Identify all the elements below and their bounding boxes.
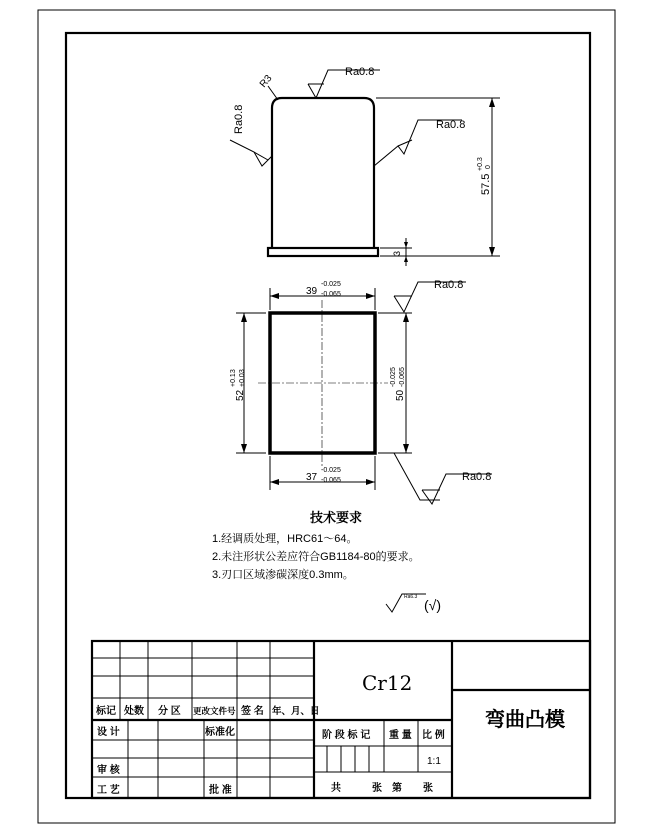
- total-label: 共: [331, 783, 341, 794]
- hdr-zone: 分 区: [158, 706, 181, 717]
- section-bottom-roughness: Ra0.8: [462, 471, 492, 483]
- bottom-width-tol-upper: -0.025: [321, 467, 341, 474]
- hdr-date: 年、月、日: [272, 706, 320, 717]
- sheets-label: 张: [372, 783, 382, 794]
- elevation-view: [230, 66, 500, 266]
- tech-title: 技术要求: [310, 510, 363, 525]
- top-width-tol-upper: -0.025: [321, 281, 341, 288]
- role-approve: 批 准: [209, 785, 232, 796]
- sheets2-label: 张: [423, 783, 433, 794]
- left-height-tol-lower: +0.03: [239, 369, 246, 387]
- hdr-change-doc: 更改文件号: [193, 706, 236, 716]
- punch-outline: [272, 98, 374, 248]
- top-roughness-label: Ra0.8: [345, 66, 375, 78]
- bottom-width-dim: 37: [306, 472, 318, 483]
- punch-flange: [268, 248, 378, 256]
- flange-dim-label: 3: [392, 250, 402, 256]
- outer-border: [38, 10, 615, 823]
- tech-item-2: 2.未注形状公差应符合GB1184-80的要求。: [212, 551, 420, 563]
- tech-requirements: [212, 510, 441, 613]
- right-height-dim: 50: [395, 389, 406, 401]
- material-label: Cr12: [362, 671, 413, 695]
- section-top-roughness: Ra0.8: [434, 279, 464, 291]
- chamfer-label: R3: [257, 73, 275, 90]
- remaining-mark: (√): [424, 597, 442, 613]
- right-roughness-label: Ra0.8: [436, 119, 466, 131]
- right-height-tol-upper: -0.025: [390, 367, 397, 387]
- scale-value: 1:1: [427, 756, 441, 767]
- weight-label: 重 量: [389, 730, 412, 741]
- hdr-count: 处数: [124, 706, 144, 717]
- stage-mark: 阶 段 标 记: [322, 730, 371, 741]
- role-design: 设 计: [97, 727, 120, 738]
- tech-item-3: 3.刃口区域渗碳深度0.3mm。: [212, 569, 354, 581]
- left-height-tol-upper: +0.13: [230, 369, 237, 387]
- left-height-dim: 52: [235, 389, 246, 401]
- height-tol-upper: +0.3: [477, 157, 484, 171]
- role-process: 工 艺: [97, 785, 120, 796]
- title-block: [92, 641, 590, 798]
- plan-view: [230, 279, 492, 504]
- top-width-tol-lower: -0.065: [321, 291, 341, 298]
- right-height-tol-lower: -0.065: [399, 367, 406, 387]
- height-tol-lower: 0: [485, 165, 492, 169]
- hdr-mark: 标记: [96, 706, 116, 717]
- role-standardize: 标准化: [205, 727, 235, 738]
- tech-item-1: 1.经调质处理，HRC61～64。: [212, 533, 358, 545]
- left-roughness-label: Ra0.8: [233, 104, 245, 134]
- general-roughness: Ra6.3: [404, 594, 418, 600]
- part-name: 弯曲凸模: [485, 709, 565, 731]
- role-review: 审 核: [97, 765, 120, 776]
- bottom-width-tol-lower: -0.065: [321, 477, 341, 484]
- inner-frame: [66, 33, 590, 798]
- sheet-no-label: 第: [392, 783, 402, 794]
- hdr-signature: 签 名: [241, 706, 264, 717]
- top-width-dim: 39: [306, 286, 318, 297]
- height-dim-label: 57.5: [480, 173, 492, 195]
- scale-label: 比 例: [422, 730, 445, 741]
